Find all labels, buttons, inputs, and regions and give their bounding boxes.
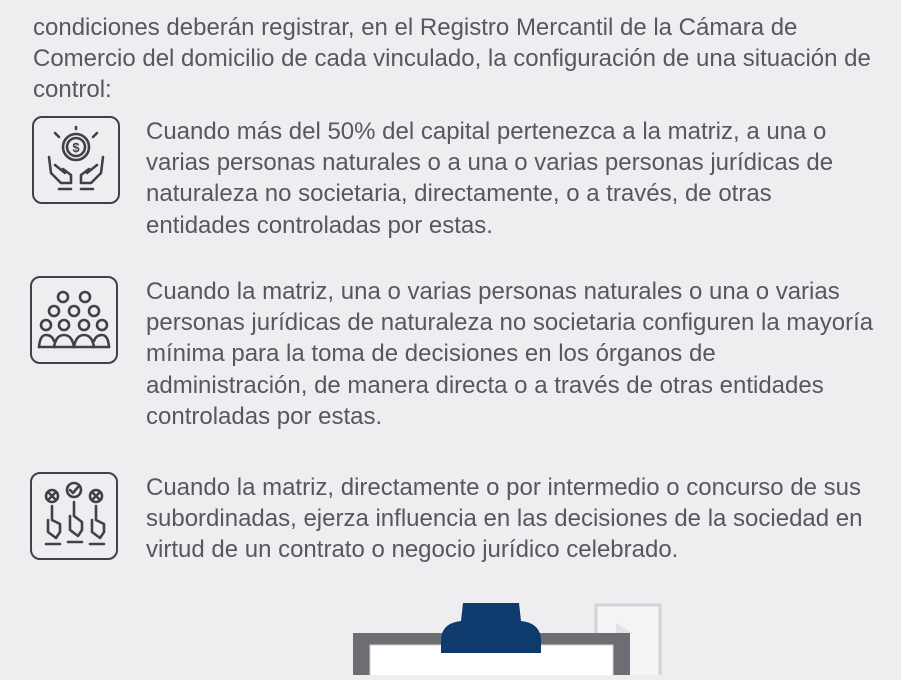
item-text: Cuando la matriz, directamente o por intermedio o concurso de sus subordinadas, ejerza influencia en las decisiones de la sociedad en virtud de un contrato o negocio jurídico celebrado. (146, 474, 863, 564)
item-text: Cuando más del 50% del capital pertenezca a la matriz, a una o varias personas naturales o a una o varias personas jurídicas de naturaleza no societaria, directamente, o a través, de otras entidades controladas por estas. (146, 118, 834, 239)
voting-hands-icon (30, 472, 118, 560)
svg-text:$: $ (72, 140, 80, 155)
intro-paragraph: condiciones deberán registrar, en el Registro Mercantil de la Cámara de Comercio del domicilio de cada vinculado, la configuración de una situación de control: (33, 14, 871, 103)
clipboard-illustration (0, 595, 901, 675)
group-of-people-icon (30, 276, 118, 364)
item-text: Cuando la matriz, una o varias personas naturales o una o varias personas jurídicas de naturaleza no societaria configuren la mayoría mínima para la toma de decisiones en los órganos de administración, de manera directa o a través de otras entidades controladas por estas. (146, 278, 874, 430)
money-hands-icon (32, 116, 120, 204)
